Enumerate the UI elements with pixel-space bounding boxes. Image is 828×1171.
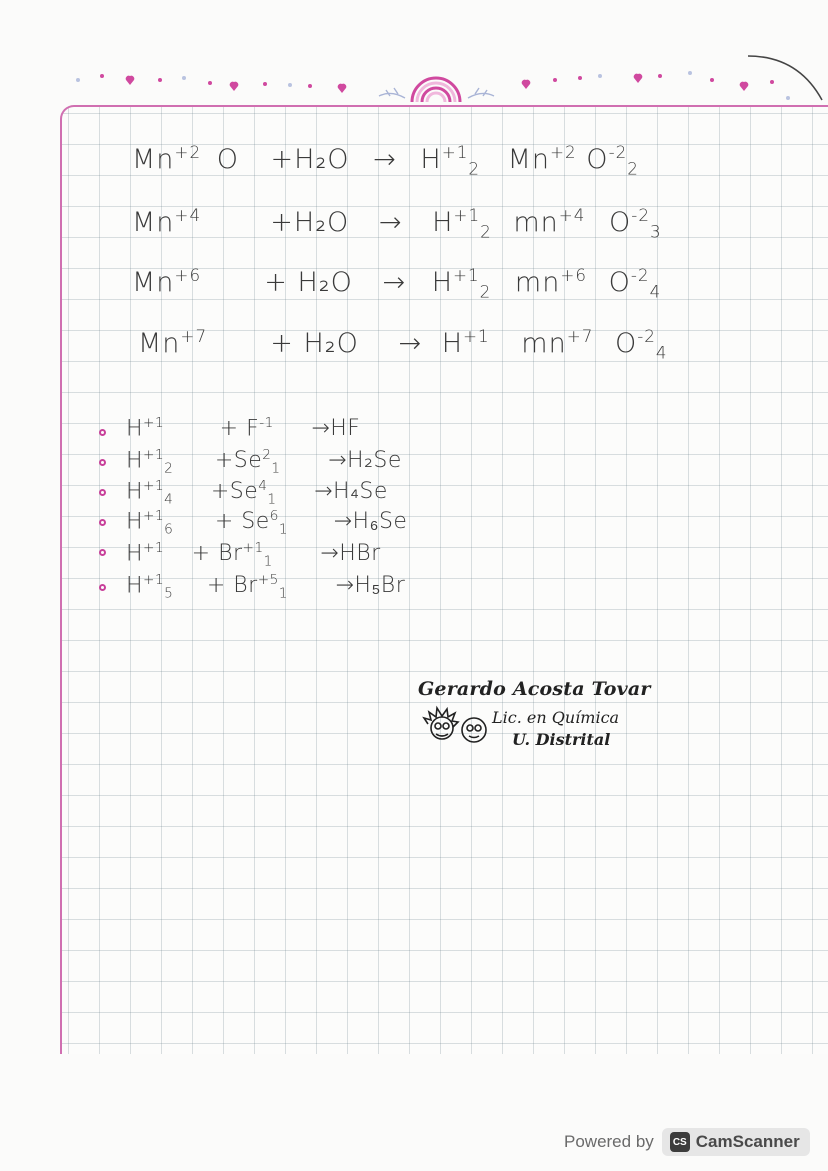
- equation-row: $Mn^{+4} +H_2O \to H^{+1}_2$ $mn^{+4}$ $O^{-2}_3$: [132, 205, 662, 242]
- bullet-icon: [99, 429, 106, 436]
- bullet-icon: [99, 459, 106, 466]
- bullet-icon: [99, 549, 106, 556]
- signature-university: U. Distrital: [512, 730, 611, 749]
- bullet-icon: [99, 519, 106, 526]
- bullet-icon: [99, 584, 106, 591]
- page-curl-icon: [748, 50, 828, 110]
- equation-row: $Mn^{+6} + H_2O \to H^{+1}_2$ $mn^{+6}$ $O^{-2}_4$: [132, 265, 662, 302]
- equation-row: $Mn^{+2}$ $O +H_2O \to H^{+1}_2$ $Mn^{+2}$ $O^{-2}_2$: [132, 142, 639, 179]
- signature-degree: Lic. en Química: [492, 708, 620, 727]
- list-item: $H^{+1}_4 +Se^4_1 \to H_4Se$: [126, 478, 388, 508]
- powered-by-label: Powered by: [564, 1132, 654, 1151]
- camscanner-name: CamScanner: [695, 1132, 800, 1151]
- list-item: $H^{+1} + Br^{+1}_1 \to HBr$: [126, 540, 381, 570]
- bullet-icon: [99, 489, 106, 496]
- camscanner-logo-icon: CS: [670, 1132, 690, 1152]
- camscanner-badge: [662, 1128, 810, 1156]
- list-item: $H^{+1}_2 +Se^2_1 \to H_2Se$: [126, 447, 402, 477]
- hearts-rainbow-icon: [60, 58, 800, 108]
- header-decoration: [60, 58, 800, 108]
- signature-name: Gerardo Acosta Tovar: [418, 678, 651, 700]
- cartoon-faces-icon: [422, 702, 492, 746]
- powered-by-footer: [564, 1126, 810, 1158]
- list-item: $H^{+1} + F^{-1} \to HF$: [126, 415, 361, 442]
- list-item: $H^{+1}_5 + Br^{+5}_1 \to H_5Br$: [126, 572, 406, 602]
- signature-stamp: [418, 678, 658, 748]
- list-item: $H^{+1}_6 + Se^6_1 \to H_6Se$: [126, 508, 408, 538]
- equation-row: $Mn^{+7} + H_2O \to H^{+1}$ $mn^{+7}$ $O^{-2}_4$: [138, 326, 668, 363]
